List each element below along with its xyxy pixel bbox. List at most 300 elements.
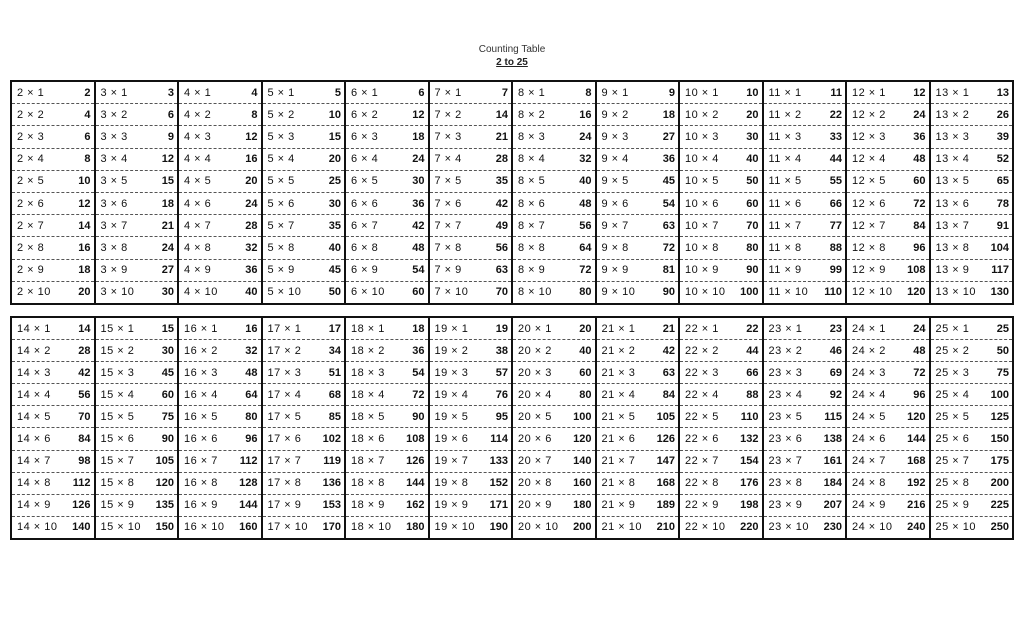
- table-cell: [597, 406, 679, 428]
- table-cell: [346, 384, 428, 406]
- cell-expression: 17 × 1: [267, 322, 302, 335]
- table-column-10: [680, 82, 764, 303]
- cell-expression: 16 × 5: [184, 410, 218, 423]
- table-cell: [764, 82, 846, 104]
- table-cell: [931, 82, 1013, 104]
- table-cell: [847, 149, 929, 171]
- cell-result: 24: [579, 131, 592, 143]
- cell-expression: 8 × 7: [518, 219, 546, 232]
- cell-result: 48: [913, 344, 926, 357]
- cell-expression: 2 × 5: [17, 175, 45, 188]
- cell-result: 96: [913, 388, 926, 401]
- cell-result: 171: [489, 499, 508, 512]
- cell-result: 24: [161, 242, 174, 255]
- table-cell: [931, 428, 1013, 450]
- cell-expression: 24 × 5: [852, 410, 886, 423]
- cell-result: 133: [489, 455, 508, 468]
- cell-result: 72: [412, 388, 425, 401]
- table-cell: [346, 318, 428, 340]
- cell-expression: 14 × 9: [17, 499, 51, 512]
- cell-expression: 19 × 4: [434, 388, 469, 401]
- table-cell: [12, 362, 94, 384]
- cell-result: 8: [585, 86, 592, 99]
- cell-expression: 20 × 7: [518, 455, 552, 468]
- cell-expression: 10 × 7: [685, 219, 719, 232]
- cell-result: 140: [72, 521, 91, 534]
- table-cell: [179, 104, 261, 126]
- table-cell: [430, 318, 512, 340]
- cell-result: 24: [913, 108, 926, 121]
- table-cell: [597, 82, 679, 104]
- cell-expression: 15 × 9: [100, 499, 135, 512]
- cell-result: 17: [328, 322, 341, 335]
- cell-result: 72: [913, 366, 926, 379]
- table-cell: [12, 517, 94, 538]
- cell-result: 32: [579, 153, 592, 166]
- cell-expression: 5 × 2: [267, 108, 295, 121]
- cell-expression: 11 × 9: [768, 264, 802, 277]
- cell-result: 91: [996, 219, 1009, 232]
- table-cell: [597, 428, 679, 450]
- table-cell: [430, 406, 512, 428]
- table-cell: [680, 82, 762, 104]
- cell-expression: 20 × 6: [518, 433, 552, 446]
- cell-expression: 22 × 4: [685, 388, 719, 401]
- table-cell: [597, 495, 679, 517]
- cell-result: 115: [824, 410, 842, 423]
- table-cell: [597, 517, 679, 538]
- cell-result: 3: [167, 86, 174, 99]
- table-cell: [764, 171, 846, 193]
- cell-expression: 2 × 8: [17, 242, 45, 255]
- table-cell: [764, 384, 846, 406]
- cell-result: 110: [740, 410, 759, 423]
- cell-expression: 18 × 3: [351, 366, 385, 379]
- table-cell: [597, 362, 679, 384]
- table-cell: [847, 82, 929, 104]
- table-cell: [764, 260, 846, 282]
- cell-result: 168: [656, 477, 675, 490]
- cell-expression: 16 × 10: [184, 521, 225, 534]
- cell-expression: 5 × 1: [267, 86, 295, 99]
- cell-result: 10: [328, 108, 341, 121]
- table-cell: [597, 149, 679, 171]
- cell-expression: 18 × 6: [351, 433, 385, 446]
- table-cell: [764, 215, 846, 237]
- cell-result: 80: [579, 286, 592, 299]
- table-cell: [931, 473, 1013, 495]
- table-cell: [847, 318, 929, 340]
- table-grid: [12, 82, 1012, 303]
- table-cell: [96, 193, 178, 215]
- table-cell: [597, 193, 679, 215]
- cell-expression: 4 × 2: [184, 108, 212, 121]
- table-cell: [764, 451, 846, 473]
- cell-result: 20: [579, 322, 592, 335]
- table-cell: [764, 149, 846, 171]
- cell-result: 50: [746, 175, 759, 188]
- table-cell: [12, 171, 94, 193]
- cell-result: 90: [412, 410, 425, 423]
- cell-expression: 21 × 7: [601, 455, 636, 468]
- table-cell: [847, 384, 929, 406]
- cell-result: 119: [323, 455, 341, 468]
- cell-result: 36: [245, 264, 258, 277]
- table-column-2: [12, 82, 96, 303]
- cell-expression: 22 × 1: [685, 322, 719, 335]
- cell-result: 105: [155, 455, 174, 468]
- cell-result: 33: [829, 131, 842, 143]
- table-cell: [12, 215, 94, 237]
- cell-result: 60: [161, 388, 174, 401]
- table-cell: [430, 282, 512, 303]
- table-cell: [96, 362, 178, 384]
- cell-expression: 24 × 2: [852, 344, 886, 357]
- table-cell: [931, 237, 1013, 259]
- cell-expression: 7 × 3: [434, 131, 462, 143]
- cell-expression: 13 × 3: [935, 131, 970, 143]
- cell-expression: 14 × 5: [17, 410, 51, 423]
- cell-expression: 13 × 1: [935, 86, 970, 99]
- cell-result: 40: [746, 153, 759, 166]
- cell-expression: 14 × 7: [17, 455, 51, 468]
- table-cell: [513, 104, 595, 126]
- table-cell: [179, 406, 261, 428]
- table-cell: [179, 260, 261, 282]
- cell-result: 99: [829, 264, 842, 277]
- table-cell: [263, 517, 345, 538]
- cell-result: 28: [78, 344, 91, 357]
- cell-expression: 25 × 1: [935, 322, 970, 335]
- cell-result: 32: [245, 242, 258, 255]
- cell-expression: 6 × 5: [351, 175, 379, 188]
- cell-expression: 21 × 3: [601, 366, 636, 379]
- table-column-15: [96, 318, 180, 538]
- cell-result: 135: [155, 499, 174, 512]
- table-cell: [12, 282, 94, 303]
- table-cell: [179, 495, 261, 517]
- table-cell: [931, 318, 1013, 340]
- table-block-2-to-13: [10, 80, 1014, 305]
- table-cell: [513, 340, 595, 362]
- cell-expression: 25 × 3: [935, 366, 970, 379]
- table-cell: [263, 82, 345, 104]
- cell-expression: 14 × 10: [17, 521, 58, 534]
- cell-expression: 20 × 5: [518, 410, 552, 423]
- table-cell: [764, 495, 846, 517]
- table-cell: [764, 282, 846, 303]
- cell-result: 32: [245, 344, 258, 357]
- cell-expression: 23 × 9: [768, 499, 803, 512]
- table-cell: [96, 237, 178, 259]
- cell-expression: 7 × 8: [434, 242, 462, 255]
- cell-result: 84: [78, 433, 91, 446]
- cell-expression: 21 × 6: [601, 433, 636, 446]
- table-cell: [12, 428, 94, 450]
- table-cell: [346, 260, 428, 282]
- table-cell: [12, 451, 94, 473]
- table-cell: [96, 260, 178, 282]
- table-cell: [346, 149, 428, 171]
- cell-expression: 4 × 9: [184, 264, 212, 277]
- table-cell: [96, 384, 178, 406]
- cell-result: 6: [84, 131, 91, 143]
- cell-expression: 24 × 1: [852, 322, 886, 335]
- table-column-16: [179, 318, 263, 538]
- table-cell: [680, 282, 762, 303]
- table-cell: [597, 340, 679, 362]
- table-cell: [263, 318, 345, 340]
- table-block-14-to-25: [10, 316, 1014, 540]
- cell-expression: 5 × 3: [267, 131, 295, 143]
- cell-result: 48: [245, 366, 258, 379]
- cell-result: 180: [406, 521, 425, 534]
- table-cell: [680, 451, 762, 473]
- table-cell: [12, 473, 94, 495]
- cell-expression: 18 × 10: [351, 521, 392, 534]
- cell-expression: 21 × 5: [601, 410, 636, 423]
- cell-expression: 2 × 10: [17, 286, 51, 299]
- table-cell: [96, 428, 178, 450]
- cell-result: 46: [829, 344, 842, 357]
- cell-expression: 14 × 6: [17, 433, 51, 446]
- cell-result: 22: [829, 108, 842, 121]
- table-cell: [179, 384, 261, 406]
- table-cell: [931, 451, 1013, 473]
- table-cell: [513, 193, 595, 215]
- cell-expression: 17 × 8: [267, 477, 302, 490]
- cell-expression: 14 × 3: [17, 366, 51, 379]
- cell-expression: 15 × 4: [100, 388, 135, 401]
- table-cell: [513, 149, 595, 171]
- table-cell: [931, 340, 1013, 362]
- cell-result: 147: [656, 455, 675, 468]
- table-cell: [680, 215, 762, 237]
- table-cell: [597, 104, 679, 126]
- cell-expression: 12 × 3: [852, 131, 886, 143]
- cell-result: 12: [913, 86, 926, 99]
- table-cell: [430, 149, 512, 171]
- table-cell: [263, 362, 345, 384]
- cell-result: 90: [662, 286, 675, 299]
- table-cell: [96, 126, 178, 148]
- cell-expression: 24 × 6: [852, 433, 886, 446]
- table-cell: [847, 473, 929, 495]
- cell-expression: 2 × 6: [17, 197, 45, 210]
- table-cell: [430, 495, 512, 517]
- cell-expression: 13 × 9: [935, 264, 970, 277]
- cell-expression: 9 × 8: [601, 242, 629, 255]
- cell-result: 54: [412, 264, 425, 277]
- table-cell: [346, 517, 428, 538]
- table-cell: [263, 340, 345, 362]
- cell-result: 216: [907, 499, 926, 512]
- cell-expression: 6 × 1: [351, 86, 379, 99]
- table-cell: [179, 517, 261, 538]
- table-cell: [96, 149, 178, 171]
- table-cell: [931, 126, 1013, 148]
- table-column-21: [597, 318, 681, 538]
- table-cell: [513, 82, 595, 104]
- cell-result: 14: [78, 219, 91, 232]
- cell-expression: 15 × 10: [100, 521, 142, 534]
- table-cell: [346, 428, 428, 450]
- cell-result: 150: [990, 433, 1009, 446]
- table-column-23: [764, 318, 848, 538]
- cell-expression: 10 × 2: [685, 108, 719, 121]
- cell-expression: 9 × 6: [601, 197, 629, 210]
- table-cell: [680, 384, 762, 406]
- table-cell: [96, 451, 178, 473]
- cell-result: 18: [78, 264, 91, 277]
- cell-result: 180: [573, 499, 592, 512]
- cell-expression: 16 × 1: [184, 322, 218, 335]
- table-cell: [430, 428, 512, 450]
- cell-result: 40: [328, 242, 341, 255]
- cell-expression: 5 × 5: [267, 175, 295, 188]
- cell-result: 50: [996, 344, 1009, 357]
- cell-result: 126: [656, 433, 675, 446]
- table-cell: [764, 126, 846, 148]
- table-column-17: [263, 318, 347, 538]
- table-cell: [931, 104, 1013, 126]
- cell-result: 16: [245, 322, 258, 335]
- cell-result: 63: [662, 219, 675, 232]
- cell-result: 19: [495, 322, 508, 335]
- table-column-24: [847, 318, 931, 538]
- table-cell: [179, 428, 261, 450]
- table-grid: [12, 318, 1012, 538]
- cell-expression: 7 × 5: [434, 175, 462, 188]
- cell-result: 50: [328, 286, 341, 299]
- cell-expression: 2 × 4: [17, 153, 45, 166]
- table-column-13: [931, 82, 1013, 303]
- cell-expression: 3 × 5: [100, 175, 128, 188]
- cell-result: 64: [579, 242, 592, 255]
- cell-result: 57: [495, 366, 508, 379]
- cell-expression: 3 × 6: [100, 197, 128, 210]
- table-cell: [513, 495, 595, 517]
- cell-expression: 18 × 1: [351, 322, 385, 335]
- cell-expression: 21 × 9: [601, 499, 636, 512]
- cell-result: 153: [322, 499, 341, 512]
- cell-expression: 13 × 8: [935, 242, 970, 255]
- cell-expression: 9 × 10: [601, 286, 636, 299]
- table-cell: [764, 406, 846, 428]
- cell-result: 184: [823, 477, 842, 490]
- table-cell: [680, 495, 762, 517]
- cell-result: 40: [579, 175, 592, 188]
- cell-expression: 10 × 3: [685, 131, 719, 143]
- cell-result: 6: [167, 108, 174, 121]
- cell-expression: 13 × 6: [935, 197, 970, 210]
- cell-result: 70: [746, 219, 759, 232]
- table-cell: [931, 406, 1013, 428]
- cell-expression: 4 × 6: [184, 197, 212, 210]
- cell-expression: 8 × 4: [518, 153, 546, 166]
- table-cell: [346, 104, 428, 126]
- cell-result: 64: [245, 388, 258, 401]
- cell-expression: 25 × 2: [935, 344, 970, 357]
- table-cell: [263, 149, 345, 171]
- cell-result: 13: [996, 86, 1009, 99]
- cell-expression: 12 × 1: [852, 86, 886, 99]
- cell-expression: 2 × 9: [17, 264, 45, 277]
- cell-expression: 9 × 1: [601, 86, 629, 99]
- cell-result: 110: [824, 286, 842, 299]
- cell-expression: 19 × 2: [434, 344, 469, 357]
- table-cell: [430, 451, 512, 473]
- table-cell: [847, 126, 929, 148]
- cell-result: 56: [495, 242, 508, 255]
- cell-expression: 17 × 7: [267, 455, 302, 468]
- cell-result: 34: [328, 344, 341, 357]
- table-cell: [680, 171, 762, 193]
- cell-result: 9: [167, 131, 174, 143]
- table-cell: [263, 451, 345, 473]
- table-column-18: [346, 318, 430, 538]
- cell-result: 160: [573, 477, 592, 490]
- table-cell: [12, 237, 94, 259]
- cell-expression: 19 × 6: [434, 433, 469, 446]
- cell-result: 210: [656, 521, 675, 534]
- cell-result: 108: [907, 264, 926, 277]
- table-cell: [513, 171, 595, 193]
- table-column-7: [430, 82, 514, 303]
- cell-expression: 4 × 3: [184, 131, 212, 143]
- cell-result: 120: [573, 433, 592, 446]
- table-cell: [764, 517, 846, 538]
- cell-expression: 22 × 6: [685, 433, 719, 446]
- cell-expression: 8 × 5: [518, 175, 546, 188]
- cell-expression: 12 × 10: [852, 286, 893, 299]
- cell-expression: 22 × 5: [685, 410, 719, 423]
- cell-result: 54: [662, 197, 675, 210]
- cell-expression: 6 × 8: [351, 242, 379, 255]
- table-cell: [597, 282, 679, 303]
- cell-result: 176: [740, 477, 759, 490]
- table-column-12: [847, 82, 931, 303]
- table-cell: [847, 406, 929, 428]
- cell-expression: 23 × 5: [768, 410, 803, 423]
- cell-result: 72: [662, 242, 675, 255]
- table-cell: [847, 193, 929, 215]
- cell-expression: 6 × 9: [351, 264, 379, 277]
- table-cell: [680, 260, 762, 282]
- cell-result: 42: [662, 344, 675, 357]
- cell-expression: 10 × 4: [685, 153, 719, 166]
- table-cell: [179, 282, 261, 303]
- table-cell: [847, 451, 929, 473]
- table-cell: [680, 517, 762, 538]
- table-cell: [12, 82, 94, 104]
- cell-result: 80: [579, 388, 592, 401]
- cell-result: 78: [996, 197, 1009, 210]
- cell-result: 70: [495, 286, 508, 299]
- cell-expression: 21 × 4: [601, 388, 636, 401]
- cell-result: 65: [996, 175, 1009, 188]
- cell-result: 52: [996, 153, 1009, 166]
- cell-result: 117: [991, 264, 1009, 277]
- cell-expression: 25 × 6: [935, 433, 970, 446]
- cell-result: 45: [161, 366, 174, 379]
- cell-result: 75: [996, 366, 1009, 379]
- table-cell: [263, 237, 345, 259]
- cell-expression: 11 × 5: [768, 175, 802, 188]
- cell-result: 7: [501, 86, 508, 99]
- cell-expression: 23 × 4: [768, 388, 803, 401]
- cell-expression: 13 × 7: [935, 219, 970, 232]
